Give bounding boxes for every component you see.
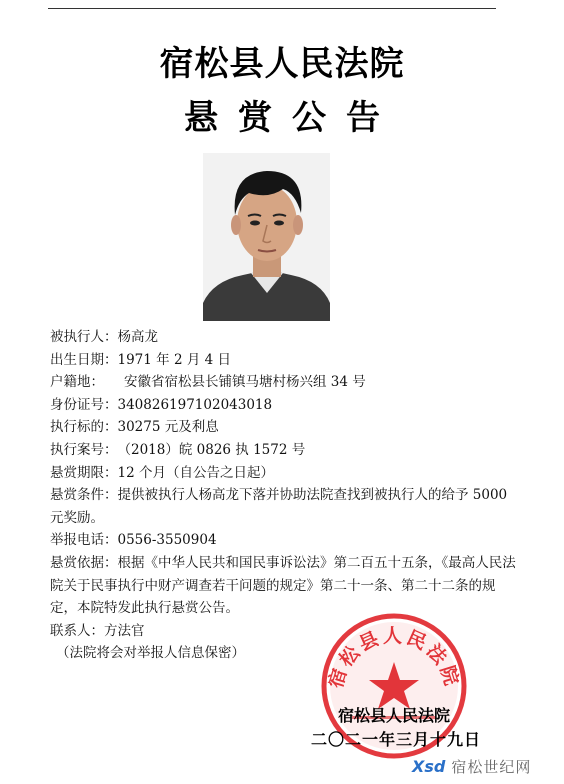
field-label: 联系人： [50, 622, 104, 639]
field-value: 安徽省宿松县长铺镇马塘村杨兴组 34 号 [124, 374, 366, 391]
field-value: 提供被执行人杨高龙下落并协助法院查找到被执行人的给予 5000 元奖励。 [50, 487, 508, 526]
field-domicile [50, 371, 520, 394]
field-value: 根据《中华人民共和国民事诉讼法》第二百五十五条，《最高人民法院关于民事执行中财产调查若干问题的规定》第二十一条、第二十二条的规定，本院特发此执行悬赏公告。 [50, 554, 516, 617]
signature-court: 宿松县人民法院 [337, 706, 450, 725]
field-name [50, 326, 520, 349]
site-name: 宿松世纪网 [451, 757, 532, 776]
field-value: 杨高龙 [117, 329, 158, 345]
field-reward-condition [50, 484, 520, 529]
field-label: 悬赏期限： [50, 464, 118, 481]
field-label: 身份证号： [50, 396, 118, 413]
site-logo-icon: Xsd [412, 756, 446, 776]
privacy-note: （法院将会对举报人信息保密） [56, 645, 245, 662]
field-case-number [50, 439, 520, 462]
field-amount [50, 416, 520, 439]
person-photo [203, 153, 330, 321]
field-value: （2018）皖 0826 执 1572 号 [117, 441, 306, 458]
field-value: 方法官 [104, 622, 145, 639]
field-value: 30275 元及利息 [117, 419, 219, 436]
court-title: 宿松县人民法院 [159, 44, 405, 84]
field-value: 0556-3550904 [117, 532, 217, 549]
field-id-number [50, 394, 520, 417]
field-label: 被执行人： [50, 329, 118, 345]
field-label: 执行案号： [50, 441, 118, 458]
field-value: 1971 年 2 月 4 日 [117, 351, 231, 368]
notice-title: 悬赏公告 [184, 98, 400, 138]
field-value: 340826197102043018 [117, 396, 273, 413]
svg-text:宿松县人民法院: 宿松县人民法院 [324, 625, 464, 691]
signature-date: 二〇二一年三月十九日 [310, 730, 481, 749]
portrait-illustration [203, 153, 330, 321]
field-label: 出生日期： [50, 351, 118, 368]
top-rule [48, 8, 496, 9]
field-label: 悬赏条件： [50, 487, 118, 504]
field-birthdate [50, 349, 520, 372]
field-label: 户籍地： [50, 374, 104, 391]
field-hotline [50, 529, 520, 552]
field-value: 12 个月（自公告之日起） [117, 464, 274, 481]
field-label: 悬赏依据： [50, 554, 118, 571]
field-label: 执行标的： [50, 419, 118, 436]
site-watermark [412, 752, 562, 780]
field-label: 举报电话： [50, 532, 118, 549]
field-reward-period [50, 462, 520, 485]
